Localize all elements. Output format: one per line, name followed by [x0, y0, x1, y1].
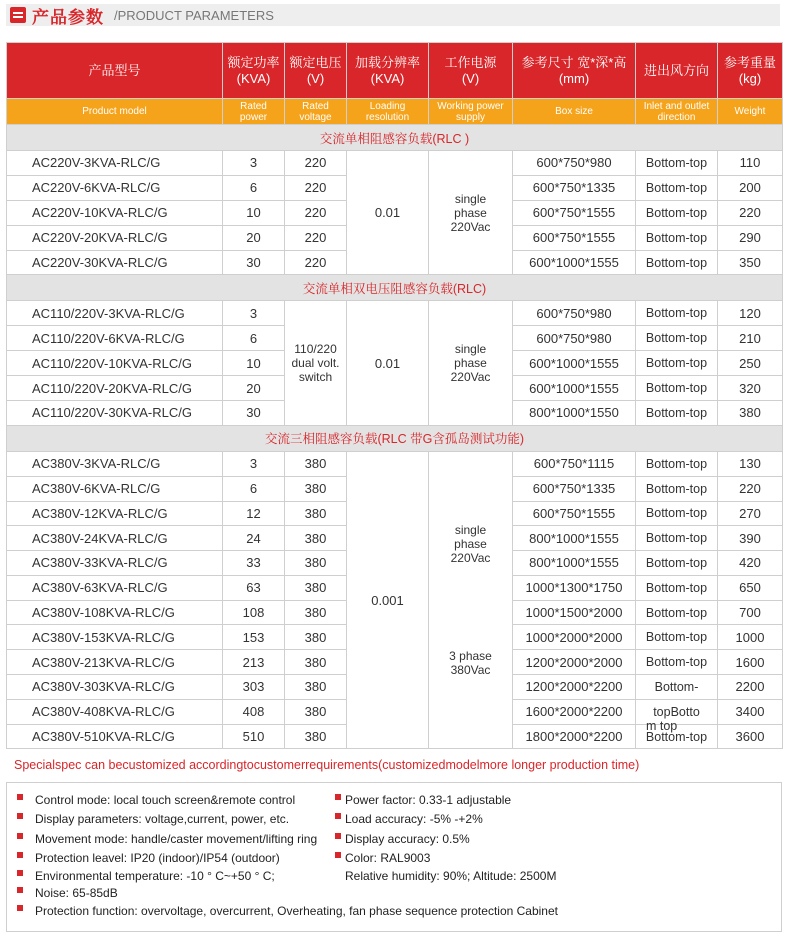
bullet-icon [17, 794, 23, 800]
cell-size: 800*1000*1555 [513, 551, 636, 576]
cell-weight: 290 [718, 225, 783, 250]
header-row-cn [7, 43, 783, 99]
cell-size: 600*750*1555 [513, 225, 636, 250]
cell-power: 30 [223, 250, 285, 275]
cell-model: AC110/220V-10KVA-RLC/G [7, 351, 223, 376]
cell-power: 153 [223, 625, 285, 650]
feature-item: Movement mode: handle/caster movement/lifting ring [35, 832, 318, 846]
cell-voltage: 220 [285, 175, 347, 200]
cell-weight: 700 [718, 600, 783, 625]
cell-voltage: 380 [285, 675, 347, 700]
cell-voltage: 380 [285, 526, 347, 551]
cell-model: AC110/220V-20KVA-RLC/G [7, 376, 223, 401]
col-header-model: 产品型号 [7, 43, 223, 99]
cell-weight: 130 [718, 451, 783, 476]
cell-weight: 270 [718, 501, 783, 526]
cell-model: AC110/220V-30KVA-RLC/G [7, 401, 223, 426]
cell-voltage: 380 [285, 724, 347, 749]
cell-direction: topBotto [636, 699, 718, 724]
col-header-weight: 参考重量 (kg) [718, 43, 783, 99]
cell-power: 6 [223, 175, 285, 200]
feature-item: Display parameters: voltage,current, power, etc. [35, 812, 290, 826]
feature-item: Color: RAL9003 [345, 851, 431, 865]
table-row [7, 451, 783, 476]
customization-note: Specialspec can becustomized accordingtocustomerrequirements(customizedmodelmore longer production time) [14, 758, 640, 772]
cell-direction: Bottom-top [636, 225, 718, 250]
cell-size: 600*1000*1555 [513, 376, 636, 401]
bullet-icon [335, 813, 341, 819]
cell-voltage: 380 [285, 501, 347, 526]
header-row-en: Product model Rated power Rated voltage Loading resolution Working power supply Box size Inlet and outlet direction Weight [7, 99, 783, 125]
cell-size: 1200*2000*2200 [513, 675, 636, 700]
cell-voltage: 380 [285, 600, 347, 625]
cell-model: AC380V-63KVA-RLC/G [7, 575, 223, 600]
cell-power: 510 [223, 724, 285, 749]
cell-direction: Bottom-top [636, 551, 718, 576]
cell-direction: Bottom-top [636, 175, 718, 200]
features-box [6, 782, 782, 932]
cell-model: AC380V-303KVA-RLC/G [7, 675, 223, 700]
col-header-direction: 进出风方向 [636, 43, 718, 99]
table-row [7, 151, 783, 176]
cell-model: AC220V-6KVA-RLC/G [7, 175, 223, 200]
cell-power: 12 [223, 501, 285, 526]
cell-power: 3 [223, 451, 285, 476]
cell-weight: 350 [718, 250, 783, 275]
cell-model: AC380V-510KVA-RLC/G [7, 724, 223, 749]
cell-direction: Bottom-top [636, 401, 718, 426]
cell-direction: Bottom-top [636, 625, 718, 650]
cell-direction: Bottom-top [636, 351, 718, 376]
cell-size: 600*750*1555 [513, 200, 636, 225]
cell-weight: 120 [718, 301, 783, 326]
cell-weight: 220 [718, 200, 783, 225]
cell-voltage: 220 [285, 250, 347, 275]
cell-voltage: 110/220 dual volt. switch [285, 301, 347, 425]
feature-item: Display accuracy: 0.5% [345, 832, 470, 846]
cell-power: 213 [223, 650, 285, 675]
cell-voltage: 380 [285, 476, 347, 501]
cell-size: 600*750*980 [513, 151, 636, 176]
feature-item: Relative humidity: 90%; Altitude: 2500M [345, 869, 557, 883]
cell-supply: single phase 220Vac [429, 151, 513, 275]
cell-resolution: 0.01 [347, 301, 429, 425]
cell-direction: Bottom-top [636, 526, 718, 551]
bullet-icon [17, 887, 23, 893]
cell-weight: 3600 [718, 724, 783, 749]
cell-weight: 650 [718, 575, 783, 600]
section-title: 交流单相双电压阻感容负载(RLC) [7, 275, 783, 301]
col-header-power: 额定功率 (KVA) [223, 43, 285, 99]
cell-size: 600*1000*1555 [513, 351, 636, 376]
cell-direction: Bottom-top [636, 600, 718, 625]
cell-power: 10 [223, 200, 285, 225]
list-icon [10, 7, 26, 23]
cell-power: 3 [223, 151, 285, 176]
cell-voltage: 380 [285, 625, 347, 650]
cell-direction: Bottom-top [636, 151, 718, 176]
cell-weight: 320 [718, 376, 783, 401]
bullet-icon [17, 870, 23, 876]
cell-weight: 390 [718, 526, 783, 551]
cell-weight: 3400 [718, 699, 783, 724]
cell-size: 1600*2000*2200 [513, 699, 636, 724]
cell-model: AC220V-20KVA-RLC/G [7, 225, 223, 250]
cell-resolution: 0.001 [347, 451, 429, 749]
cell-direction: Bottom-top [636, 326, 718, 351]
cell-voltage: 380 [285, 551, 347, 576]
bullet-icon [335, 833, 341, 839]
cell-direction: Bottom-top [636, 501, 718, 526]
cell-size: 800*1000*1550 [513, 401, 636, 426]
cell-model: AC380V-153KVA-RLC/G [7, 625, 223, 650]
cell-power: 6 [223, 326, 285, 351]
cell-voltage: 220 [285, 225, 347, 250]
cell-weight: 200 [718, 175, 783, 200]
cell-direction: Bottom-top [636, 301, 718, 326]
cell-direction: Bottom- [636, 675, 718, 700]
cell-weight: 2200 [718, 675, 783, 700]
bullet-icon [17, 813, 23, 819]
cell-size: 1000*1500*2000 [513, 600, 636, 625]
cell-power: 108 [223, 600, 285, 625]
section-header-row [7, 125, 783, 151]
cell-direction: Bottom-top [636, 451, 718, 476]
direction-overlap-text: m top [646, 718, 678, 733]
cell-model: AC380V-108KVA-RLC/G [7, 600, 223, 625]
col-header-size: 参考尺寸 宽*深*高 (mm) [513, 43, 636, 99]
cell-direction: Bottom-top [636, 650, 718, 675]
cell-model: AC380V-213KVA-RLC/G [7, 650, 223, 675]
cell-size: 600*750*980 [513, 301, 636, 326]
bullet-icon [335, 794, 341, 800]
cell-direction: Bottom-top m top [636, 724, 718, 749]
cell-model: AC380V-408KVA-RLC/G [7, 699, 223, 724]
cell-weight: 250 [718, 351, 783, 376]
cell-power: 303 [223, 675, 285, 700]
cell-size: 600*750*1335 [513, 476, 636, 501]
cell-weight: 220 [718, 476, 783, 501]
feature-item: Load accuracy: -5% -+2% [345, 812, 483, 826]
cell-voltage: 220 [285, 151, 347, 176]
cell-resolution: 0.01 [347, 151, 429, 275]
cell-model: AC110/220V-6KVA-RLC/G [7, 326, 223, 351]
cell-voltage: 380 [285, 650, 347, 675]
bullet-icon [17, 905, 23, 911]
cell-model: AC220V-30KVA-RLC/G [7, 250, 223, 275]
cell-model: AC380V-3KVA-RLC/G [7, 451, 223, 476]
cell-model: AC380V-33KVA-RLC/G [7, 551, 223, 576]
cell-supply: single phase 220Vac [429, 301, 513, 425]
col-header-voltage: 额定电压 (V) [285, 43, 347, 99]
feature-item: Power factor: 0.33-1 adjustable [345, 793, 512, 807]
cell-direction: Bottom-top [636, 575, 718, 600]
cell-size: 600*1000*1555 [513, 250, 636, 275]
cell-model: AC220V-10KVA-RLC/G [7, 200, 223, 225]
cell-power: 408 [223, 699, 285, 724]
cell-power: 63 [223, 575, 285, 600]
bullet-icon [17, 852, 23, 858]
cell-voltage: 380 [285, 575, 347, 600]
feature-item: Environmental temperature: -10 ° C~+50 ° C; [35, 869, 275, 883]
cell-power: 20 [223, 225, 285, 250]
bullet-icon [335, 852, 341, 858]
cell-weight: 1600 [718, 650, 783, 675]
feature-item: Protection function: overvoltage, overcurrent, Overheating, fan phase sequence protection Cabinet [35, 904, 558, 918]
cell-size: 600*750*1555 [513, 501, 636, 526]
bullet-icon [17, 833, 23, 839]
cell-weight: 420 [718, 551, 783, 576]
cell-direction: Bottom-top [636, 476, 718, 501]
cell-size: 1000*2000*2000 [513, 625, 636, 650]
cell-weight: 110 [718, 151, 783, 176]
cell-direction: Bottom-top [636, 376, 718, 401]
cell-model: AC110/220V-3KVA-RLC/G [7, 301, 223, 326]
col-header-resolution: 加载分辨率 (KVA) [347, 43, 429, 99]
title-bar [6, 4, 780, 26]
cell-direction: Bottom-top [636, 200, 718, 225]
page-title: 产品参数 [32, 7, 104, 27]
cell-voltage: 380 [285, 451, 347, 476]
cell-model: AC380V-24KVA-RLC/G [7, 526, 223, 551]
cell-weight: 380 [718, 401, 783, 426]
table-row [7, 301, 783, 326]
feature-item: Control mode: local touch screen&remote control [35, 793, 296, 807]
cell-size: 600*750*980 [513, 326, 636, 351]
cell-weight: 1000 [718, 625, 783, 650]
cell-power: 30 [223, 401, 285, 426]
cell-size: 1800*2000*2200 [513, 724, 636, 749]
col-header-supply: 工作电源 (V) [429, 43, 513, 99]
cell-power: 33 [223, 551, 285, 576]
section-header-row [7, 275, 783, 301]
section-header-row [7, 425, 783, 451]
page-subtitle: /PRODUCT PARAMETERS [114, 7, 274, 23]
cell-weight: 210 [718, 326, 783, 351]
cell-size: 800*1000*1555 [513, 526, 636, 551]
feature-item: Noise: 65-85dB [35, 886, 118, 900]
cell-power: 24 [223, 526, 285, 551]
cell-size: 600*750*1115 [513, 451, 636, 476]
cell-model: AC220V-3KVA-RLC/G [7, 151, 223, 176]
cell-direction: Bottom-top [636, 250, 718, 275]
cell-power: 3 [223, 301, 285, 326]
cell-power: 20 [223, 376, 285, 401]
section-title: 交流单相阻感容负载(RLC ) [7, 125, 783, 151]
cell-size: 1200*2000*2000 [513, 650, 636, 675]
cell-power: 6 [223, 476, 285, 501]
cell-voltage: 380 [285, 699, 347, 724]
cell-size: 600*750*1335 [513, 175, 636, 200]
cell-size: 1000*1300*1750 [513, 575, 636, 600]
section-title: 交流三相阻感容负载(RLC 带G含孤岛测试功能) [7, 425, 783, 451]
parameters-table [6, 42, 783, 749]
cell-power: 10 [223, 351, 285, 376]
cell-voltage: 220 [285, 200, 347, 225]
cell-model: AC380V-6KVA-RLC/G [7, 476, 223, 501]
feature-item: Protection leavel: IP20 (indoor)/IP54 (outdoor) [35, 851, 280, 865]
cell-model: AC380V-12KVA-RLC/G [7, 501, 223, 526]
cell-supply: single phase 220Vac 3 phase 380Vac [429, 451, 513, 749]
